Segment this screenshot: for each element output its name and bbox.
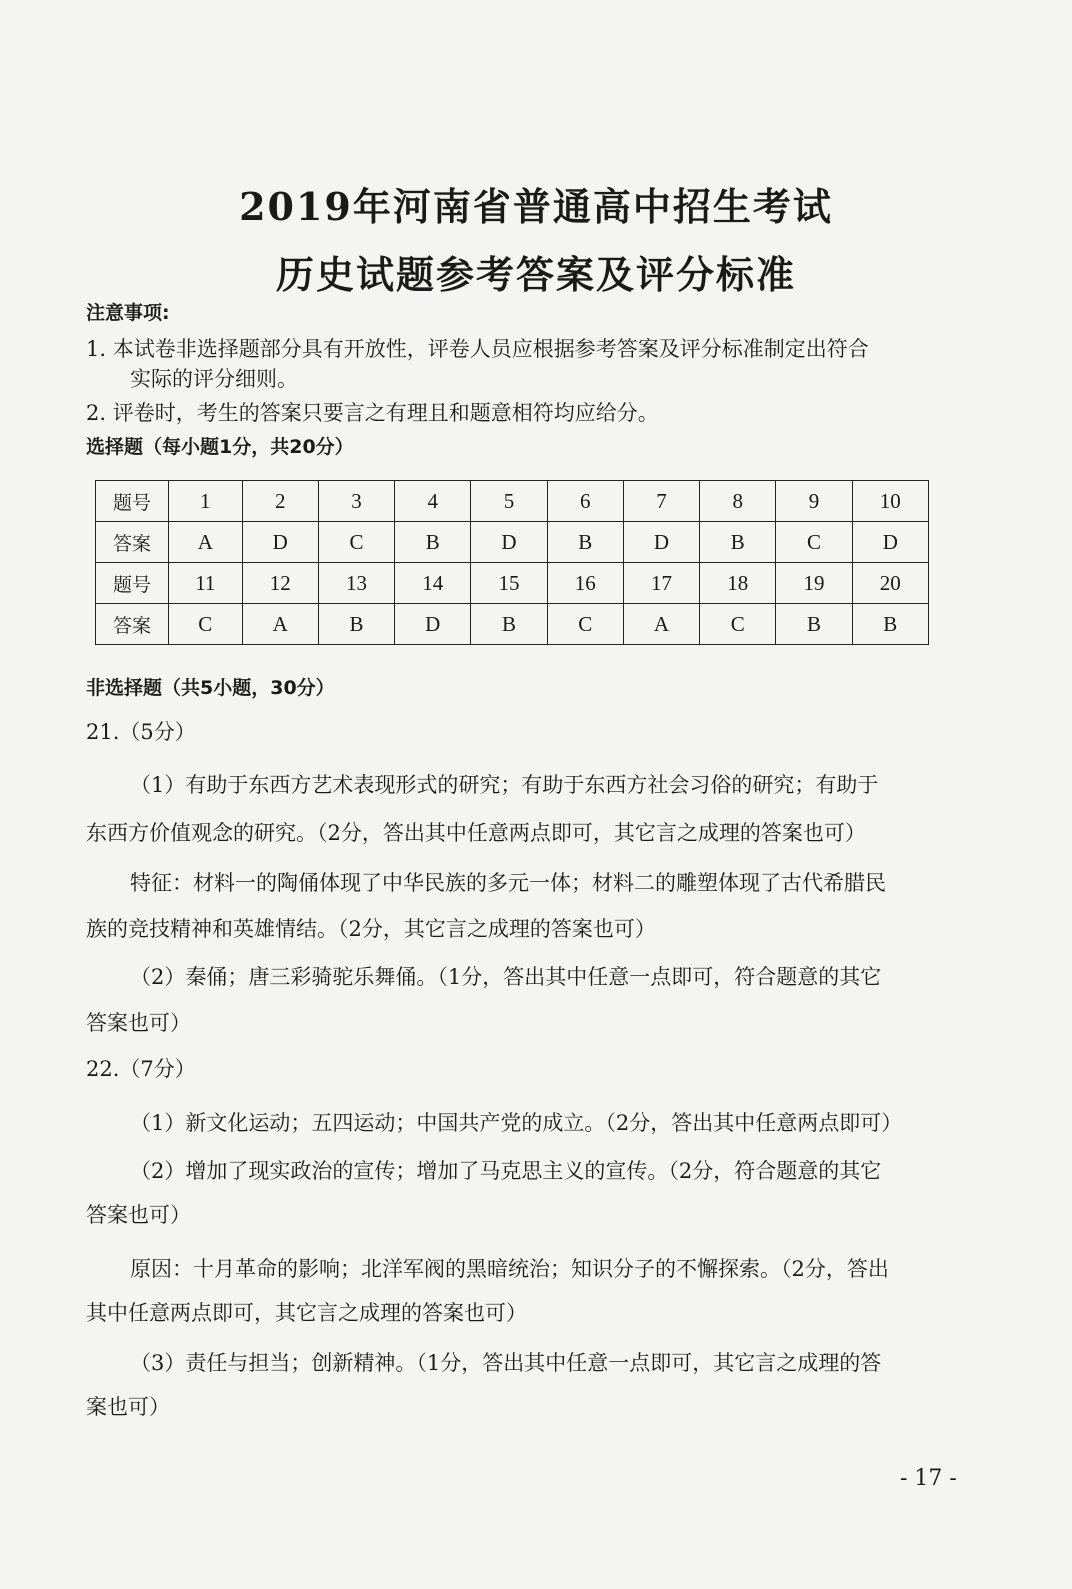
answer-cell: D (852, 522, 928, 563)
answer-cell: C (169, 604, 243, 645)
q22-text: （3）责任与担当；创新精神。（1分，答出其中任意一点即可，其它言之成理的答 (130, 1351, 882, 1375)
answer-cell: B (395, 522, 471, 563)
answer-cell: B (852, 604, 928, 645)
question-number: 19 (776, 563, 852, 604)
question-number: 16 (547, 563, 623, 604)
question-number: 7 (623, 481, 699, 522)
q21-text: 东西方价值观念的研究。（2分，答出其中任意两点即可，其它言之成理的答案也可） (86, 821, 866, 845)
answer-cell: B (547, 522, 623, 563)
row-label: 题号 (96, 481, 169, 522)
question-number: 13 (318, 563, 394, 604)
answer-table (95, 480, 929, 645)
answer-row-2 (96, 604, 929, 645)
answer-row-1 (96, 522, 929, 563)
answer-cell: C (700, 604, 776, 645)
answer-cell: D (471, 522, 547, 563)
answer-cell: A (169, 522, 243, 563)
answer-cell: B (471, 604, 547, 645)
question-number: 4 (395, 481, 471, 522)
q21-heading: 21.（5分） (86, 720, 196, 744)
question-number: 3 (318, 481, 394, 522)
row-label: 题号 (96, 563, 169, 604)
question-number: 6 (547, 481, 623, 522)
q21-text: （1）有助于东西方艺术表现形式的研究；有助于东西方社会习俗的研究；有助于 (130, 773, 879, 797)
question-number: 8 (700, 481, 776, 522)
question-number: 20 (852, 563, 928, 604)
q21-text: 答案也可） (86, 1011, 191, 1035)
question-number: 5 (471, 481, 547, 522)
answer-cell: C (318, 522, 394, 563)
q21-text: 族的竞技精神和英雄情结。（2分，其它言之成理的答案也可） (86, 917, 656, 941)
answer-cell: A (623, 604, 699, 645)
answer-cell: D (623, 522, 699, 563)
answer-cell: B (776, 604, 852, 645)
q22-heading: 22.（7分） (86, 1057, 196, 1081)
question-number: 15 (471, 563, 547, 604)
row-label: 答案 (96, 522, 169, 563)
answer-cell: B (700, 522, 776, 563)
answer-cell: D (242, 522, 318, 563)
q22-text: 其中任意两点即可，其它言之成理的答案也可） (86, 1301, 527, 1325)
question-number: 11 (169, 563, 243, 604)
question-number: 2 (242, 481, 318, 522)
answer-cell: D (395, 604, 471, 645)
nonmc-heading: 非选择题（共5小题，30分） (86, 677, 335, 699)
q22-text: 原因：十月革命的影响；北洋军阀的黑暗统治；知识分子的不懈探索。（2分，答出 (130, 1257, 889, 1281)
q22-text: （1）新文化运动；五四运动；中国共产党的成立。（2分，答出其中任意两点即可） (130, 1111, 903, 1135)
mc-heading: 选择题（每小题1分，共20分） (86, 436, 354, 458)
note-1-line-2: 实际的评分细则。 (130, 367, 298, 391)
question-row-2 (96, 563, 929, 604)
note-2: 2. 评卷时，考生的答案只要言之有理且和题意相符均应给分。 (86, 401, 659, 425)
q21-text: 特征：材料一的陶俑体现了中华民族的多元一体；材料二的雕塑体现了古代希腊民 (130, 871, 886, 895)
question-number: 9 (776, 481, 852, 522)
question-number: 10 (852, 481, 928, 522)
row-label: 答案 (96, 604, 169, 645)
question-number: 17 (623, 563, 699, 604)
answer-cell: A (242, 604, 318, 645)
page-number: - 17 - (900, 1466, 957, 1491)
question-number: 1 (169, 481, 243, 522)
answer-cell: C (547, 604, 623, 645)
question-number: 12 (242, 563, 318, 604)
page-subtitle: 历史试题参考答案及评分标准 (275, 252, 796, 297)
q22-text: 答案也可） (86, 1203, 191, 1227)
note-1-line-1: 1. 本试卷非选择题部分具有开放性，评卷人员应根据参考答案及评分标准制定出符合 (86, 337, 869, 361)
answer-cell: B (318, 604, 394, 645)
page-title: 2019年河南省普通高中招生考试 (239, 184, 833, 229)
q21-text: （2）秦俑；唐三彩骑驼乐舞俑。（1分，答出其中任意一点即可，符合题意的其它 (130, 965, 882, 989)
q22-text: 案也可） (86, 1395, 170, 1419)
q22-text: （2）增加了现实政治的宣传；增加了马克思主义的宣传。（2分，符合题意的其它 (130, 1159, 882, 1183)
question-row-1 (96, 481, 929, 522)
answer-cell: C (776, 522, 852, 563)
question-number: 14 (395, 563, 471, 604)
question-number: 18 (700, 563, 776, 604)
notes-heading: 注意事项: (86, 302, 170, 324)
